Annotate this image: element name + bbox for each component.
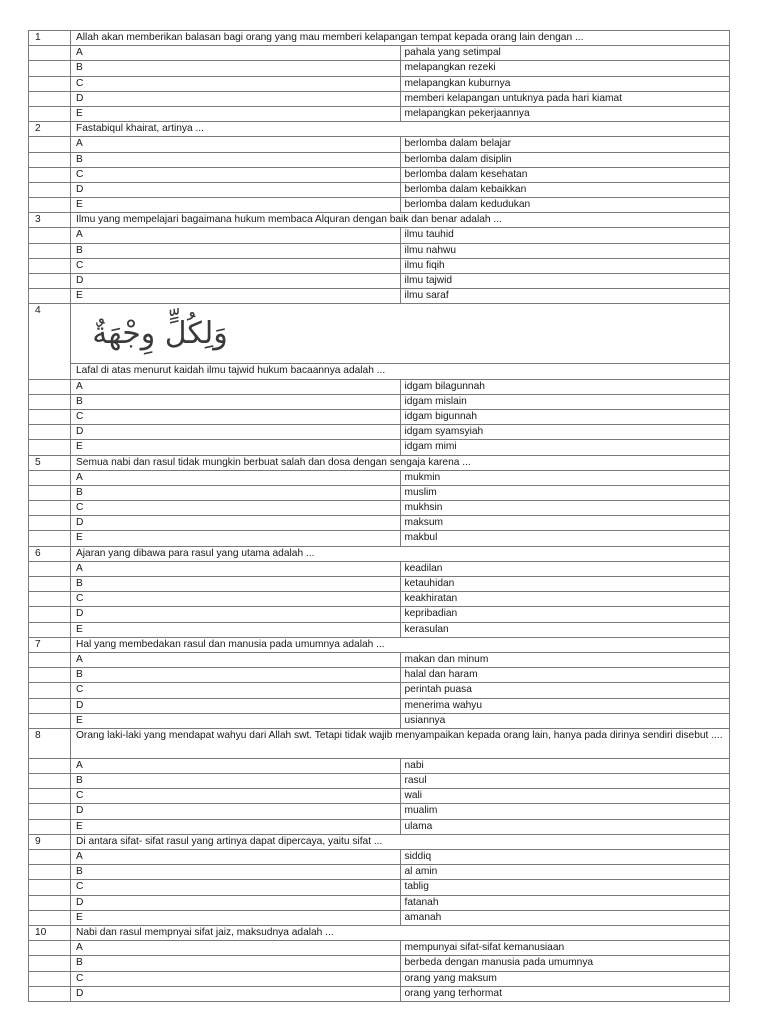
option-text: mukhsin	[400, 501, 730, 516]
answer-option-row[interactable]	[29, 394, 730, 409]
option-letter: D	[71, 274, 401, 289]
option-text: ilmu fiqih	[400, 258, 730, 273]
answer-option-row[interactable]	[29, 758, 730, 773]
answer-option-row[interactable]	[29, 668, 730, 683]
answer-option-row[interactable]	[29, 106, 730, 121]
option-text: mukmin	[400, 470, 730, 485]
option-letter: B	[71, 577, 401, 592]
option-letter: B	[71, 243, 401, 258]
option-letter: B	[71, 152, 401, 167]
option-text: al amin	[400, 865, 730, 880]
option-letter: C	[71, 971, 401, 986]
option-text: ilmu tauhid	[400, 228, 730, 243]
answer-option-row[interactable]	[29, 652, 730, 667]
option-text: idgam bilagunnah	[400, 379, 730, 394]
answer-option-row[interactable]	[29, 46, 730, 61]
option-letter: C	[71, 258, 401, 273]
option-letter: A	[71, 137, 401, 152]
question-row	[29, 925, 730, 940]
answer-option-row[interactable]	[29, 804, 730, 819]
question-table	[28, 30, 730, 1002]
answer-option-row[interactable]	[29, 956, 730, 971]
option-text: berlomba dalam disiplin	[400, 152, 730, 167]
option-text: kerasulan	[400, 622, 730, 637]
option-text: usiannya	[400, 713, 730, 728]
option-text: fatanah	[400, 895, 730, 910]
option-letter: C	[71, 76, 401, 91]
answer-option-row[interactable]	[29, 941, 730, 956]
option-letter: D	[71, 516, 401, 531]
option-text: wali	[400, 789, 730, 804]
option-text: perintah puasa	[400, 683, 730, 698]
answer-option-row[interactable]	[29, 607, 730, 622]
option-text: orang yang maksum	[400, 971, 730, 986]
question-number: 9	[29, 834, 71, 849]
answer-option-row[interactable]	[29, 137, 730, 152]
question-text: Ilmu yang mempelajari bagaimana hukum membaca Alquran dengan baik dan benar adalah ...	[71, 213, 730, 228]
answer-option-row[interactable]	[29, 865, 730, 880]
question-text: Semua nabi dan rasul tidak mungkin berbuat salah dan dosa dengan sengaja karena ...	[71, 455, 730, 470]
answer-option-row[interactable]	[29, 819, 730, 834]
option-text: ulama	[400, 819, 730, 834]
answer-option-row[interactable]	[29, 622, 730, 637]
question-row	[29, 728, 730, 758]
answer-option-row[interactable]	[29, 774, 730, 789]
option-text: melapangkan kuburnya	[400, 76, 730, 91]
option-letter: D	[71, 804, 401, 819]
answer-option-row[interactable]	[29, 986, 730, 1001]
option-letter: D	[71, 986, 401, 1001]
option-letter: C	[71, 501, 401, 516]
answer-option-row[interactable]	[29, 274, 730, 289]
option-letter: E	[71, 910, 401, 925]
option-text: memberi kelapangan untuknya pada hari kiamat	[400, 91, 730, 106]
option-text: pahala yang setimpal	[400, 46, 730, 61]
option-text: amanah	[400, 910, 730, 925]
option-letter: E	[71, 289, 401, 304]
question-row	[29, 455, 730, 470]
option-text: makan dan minum	[400, 652, 730, 667]
answer-option-row[interactable]	[29, 501, 730, 516]
answer-option-row[interactable]	[29, 592, 730, 607]
option-text: idgam mimi	[400, 440, 730, 455]
answer-option-row[interactable]	[29, 182, 730, 197]
option-letter: E	[71, 713, 401, 728]
answer-option-row[interactable]	[29, 198, 730, 213]
option-text: mualim	[400, 804, 730, 819]
option-text: berlomba dalam kesehatan	[400, 167, 730, 182]
option-text: muslim	[400, 485, 730, 500]
answer-option-row[interactable]	[29, 971, 730, 986]
answer-option-row[interactable]	[29, 713, 730, 728]
option-letter: E	[71, 819, 401, 834]
option-letter: A	[71, 228, 401, 243]
question-number: 2	[29, 122, 71, 137]
option-text: siddiq	[400, 850, 730, 865]
option-letter: C	[71, 683, 401, 698]
option-letter: B	[71, 394, 401, 409]
option-letter: A	[71, 561, 401, 576]
answer-option-row[interactable]	[29, 789, 730, 804]
answer-option-row[interactable]	[29, 577, 730, 592]
option-letter: D	[71, 91, 401, 106]
question-number: 5	[29, 455, 71, 470]
question-text: Di antara sifat- sifat rasul yang artinya dapat dipercaya, yaitu sifat ...	[71, 834, 730, 849]
option-text: keadilan	[400, 561, 730, 576]
question-number: 7	[29, 637, 71, 652]
option-text: melapangkan rezeki	[400, 61, 730, 76]
option-letter: A	[71, 46, 401, 61]
answer-option-row[interactable]	[29, 561, 730, 576]
option-letter: E	[71, 622, 401, 637]
answer-option-row[interactable]	[29, 683, 730, 698]
option-letter: A	[71, 470, 401, 485]
answer-option-row[interactable]	[29, 910, 730, 925]
option-text: berlomba dalam kebaikkan	[400, 182, 730, 197]
answer-option-row[interactable]	[29, 895, 730, 910]
answer-option-row[interactable]	[29, 258, 730, 273]
answer-option-row[interactable]	[29, 516, 730, 531]
option-text: ketauhidan	[400, 577, 730, 592]
answer-option-row[interactable]	[29, 152, 730, 167]
option-text: melapangkan pekerjaannya	[400, 106, 730, 121]
option-letter: B	[71, 485, 401, 500]
option-text: idgam mislain	[400, 394, 730, 409]
answer-option-row[interactable]	[29, 167, 730, 182]
question-number: 1	[29, 31, 71, 46]
question-text: Fastabiqul khairat, artinya ...	[71, 122, 730, 137]
option-letter: D	[71, 182, 401, 197]
question-image-row	[29, 304, 730, 364]
option-letter: C	[71, 409, 401, 424]
answer-option-row[interactable]	[29, 243, 730, 258]
question-text: Hal yang membedakan rasul dan manusia pada umumnya adalah ...	[71, 637, 730, 652]
option-letter: B	[71, 668, 401, 683]
question-number: 4	[29, 304, 71, 379]
answer-option-row[interactable]	[29, 470, 730, 485]
question-number: 6	[29, 546, 71, 561]
answer-option-row[interactable]	[29, 379, 730, 394]
question-row	[29, 31, 730, 46]
option-text: orang yang terhormat	[400, 986, 730, 1001]
option-letter: B	[71, 61, 401, 76]
option-letter: E	[71, 531, 401, 546]
question-row	[29, 364, 730, 379]
option-letter: C	[71, 592, 401, 607]
option-letter: E	[71, 106, 401, 121]
answer-option-row[interactable]	[29, 485, 730, 500]
question-row	[29, 637, 730, 652]
option-letter: D	[71, 698, 401, 713]
option-text: rasul	[400, 774, 730, 789]
question-row	[29, 122, 730, 137]
option-letter: A	[71, 758, 401, 773]
answer-option-row[interactable]	[29, 880, 730, 895]
option-letter: D	[71, 607, 401, 622]
option-text: nabi	[400, 758, 730, 773]
question-number: 10	[29, 925, 71, 940]
option-text: berlomba dalam belajar	[400, 137, 730, 152]
answer-option-row[interactable]	[29, 91, 730, 106]
option-text: ilmu saraf	[400, 289, 730, 304]
option-text: idgam bigunnah	[400, 409, 730, 424]
option-text: ilmu nahwu	[400, 243, 730, 258]
option-letter: A	[71, 941, 401, 956]
answer-option-row[interactable]	[29, 531, 730, 546]
question-text: Nabi dan rasul mempnyai sifat jaiz, maksudnya adalah ...	[71, 925, 730, 940]
option-letter: C	[71, 167, 401, 182]
answer-option-row[interactable]	[29, 228, 730, 243]
question-text: Ajaran yang dibawa para rasul yang utama adalah ...	[71, 546, 730, 561]
option-text: berlomba dalam kedudukan	[400, 198, 730, 213]
option-text: idgam syamsyiah	[400, 425, 730, 440]
option-text: keakhiratan	[400, 592, 730, 607]
option-letter: B	[71, 865, 401, 880]
answer-option-row[interactable]	[29, 409, 730, 424]
arabic-verse-image	[71, 306, 249, 361]
question-number: 3	[29, 213, 71, 228]
option-text: menerima wahyu	[400, 698, 730, 713]
option-text: kepribadian	[400, 607, 730, 622]
option-letter: A	[71, 850, 401, 865]
answer-option-row[interactable]	[29, 850, 730, 865]
question-number: 8	[29, 728, 71, 758]
option-letter: C	[71, 880, 401, 895]
option-text: ilmu tajwid	[400, 274, 730, 289]
option-letter: A	[71, 652, 401, 667]
question-text: Allah akan memberikan balasan bagi orang yang mau memberi kelapangan tempat kepada orang lain dengan ...	[71, 31, 730, 46]
question-row	[29, 213, 730, 228]
option-letter: D	[71, 895, 401, 910]
option-letter: C	[71, 789, 401, 804]
option-text: halal dan haram	[400, 668, 730, 683]
question-row	[29, 834, 730, 849]
option-letter: E	[71, 198, 401, 213]
answer-option-row[interactable]	[29, 425, 730, 440]
option-letter: B	[71, 956, 401, 971]
answer-option-row[interactable]	[29, 61, 730, 76]
question-row	[29, 546, 730, 561]
question-text: Orang laki-laki yang mendapat wahyu dari Allah swt. Tetapi tidak wajib menyampaikan kepada orang lain, hanya pada dirinya sendiri disebut ....	[71, 728, 730, 758]
option-letter: B	[71, 774, 401, 789]
answer-option-row[interactable]	[29, 698, 730, 713]
answer-option-row[interactable]	[29, 289, 730, 304]
question-text: Lafal di atas menurut kaidah ilmu tajwid hukum bacaannya adalah ...	[71, 364, 730, 379]
answer-option-row[interactable]	[29, 76, 730, 91]
option-text: tablig	[400, 880, 730, 895]
answer-option-row[interactable]	[29, 440, 730, 455]
option-letter: E	[71, 440, 401, 455]
option-text: berbeda dengan manusia pada umumnya	[400, 956, 730, 971]
option-letter: A	[71, 379, 401, 394]
option-text: maksum	[400, 516, 730, 531]
option-text: mempunyai sifat-sifat kemanusiaan	[400, 941, 730, 956]
arabic-verse-text: وَلِكُلٍّ وِجْهَةٌ	[92, 315, 228, 351]
option-letter: D	[71, 425, 401, 440]
option-text: makbul	[400, 531, 730, 546]
